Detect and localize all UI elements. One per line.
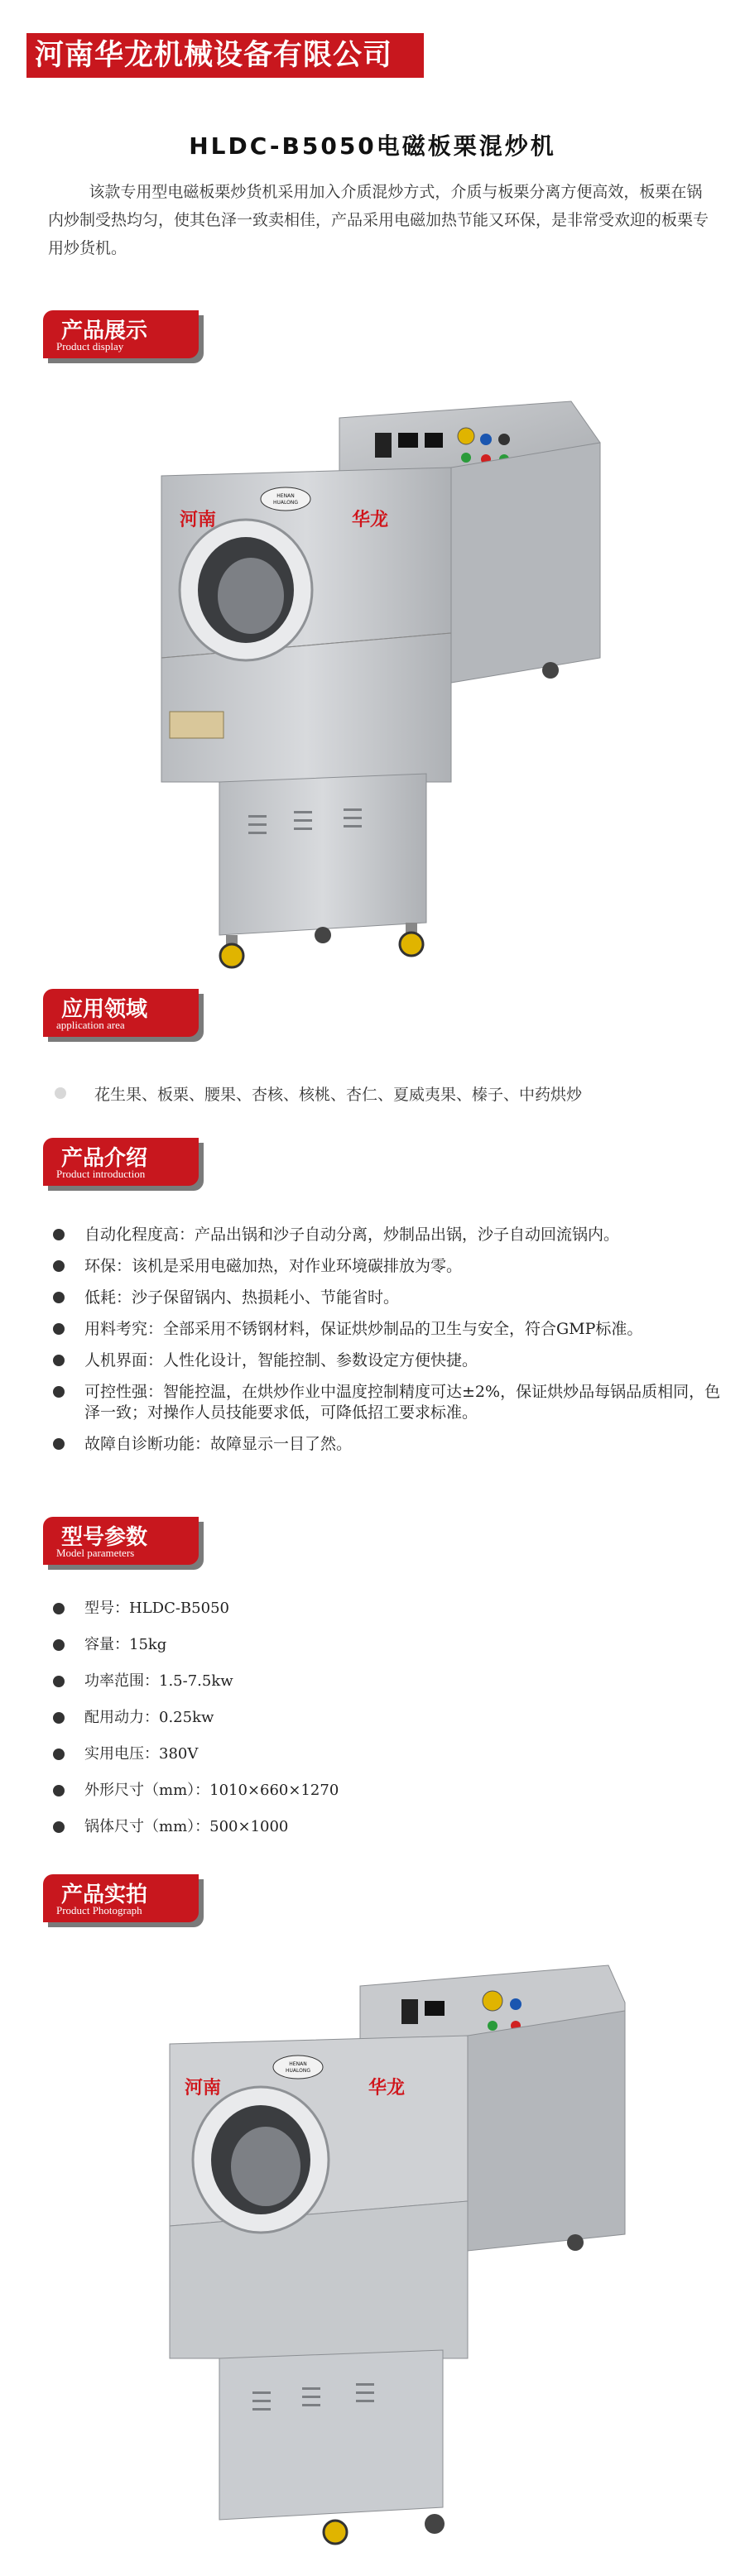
feature-text: 低耗：沙子保留锅内、热损耗小、节能省时。 — [84, 1288, 400, 1307]
list-item — [53, 1781, 550, 1817]
spec-text: 外形尺寸（mm）：1010×660×1270 — [84, 1782, 339, 1799]
list-bullet — [53, 1260, 65, 1272]
brand-left-text: 河南 — [180, 510, 217, 530]
spec-text: 锅体尺寸（mm）：500×1000 — [84, 1818, 289, 1835]
spec-text: 实用电压：380V — [84, 1745, 199, 1763]
list-bullet — [53, 1229, 65, 1240]
list-item — [53, 1225, 732, 1245]
list-bullet — [53, 1639, 65, 1651]
section-title-en: application area — [56, 1019, 125, 1031]
brand-right-text: 华龙 — [352, 510, 389, 530]
list-bullet — [53, 1355, 65, 1366]
spec-list — [53, 1599, 550, 1854]
spec-text: 容量：15kg — [84, 1636, 167, 1653]
list-item — [53, 1434, 732, 1455]
section-header-photograph — [43, 1874, 225, 1924]
feature-list — [53, 1225, 732, 1465]
feature-text: 用料考究：全部采用不锈钢材料，保证烘炒制品的卫生与安全，符合GMP标准。 — [84, 1320, 643, 1338]
brand-left-text: 河南 — [185, 2078, 222, 2099]
section-title-zh: 产品介绍 — [61, 1146, 148, 1171]
list-item — [53, 1350, 732, 1371]
spec-text: 配用动力：0.25kw — [84, 1709, 214, 1726]
list-item — [53, 1319, 732, 1340]
section-title-en: Model parameters — [56, 1547, 135, 1559]
section-title-zh: 型号参数 — [61, 1525, 148, 1550]
feature-text: 人机界面：人性化设计，智能控制、参数设定方便快捷。 — [84, 1351, 478, 1370]
badge-top-text: HENAN — [276, 493, 295, 499]
section-header-display — [43, 310, 225, 360]
section-title-en: Product introduction — [56, 1168, 146, 1180]
section-header-application — [43, 989, 225, 1039]
product-image-display — [153, 385, 617, 976]
list-bullet — [53, 1438, 65, 1450]
spec-text: 功率范围：1.5-7.5kw — [84, 1672, 233, 1690]
list-item — [53, 1599, 550, 1635]
list-bullet — [53, 1386, 65, 1398]
list-bullet — [53, 1676, 65, 1687]
section-title-en: Product display — [56, 340, 124, 353]
section-title-zh: 应用领域 — [61, 997, 148, 1022]
badge-bottom-text: HUALONG — [286, 2068, 310, 2074]
list-bullet — [53, 1712, 65, 1724]
list-bullet — [53, 1821, 65, 1833]
list-item — [53, 1672, 550, 1708]
list-bullet — [53, 1785, 65, 1796]
section-header-parameters — [43, 1517, 225, 1566]
list-bullet — [53, 1292, 65, 1303]
list-bullet — [53, 1603, 65, 1614]
page-title: HLDC-B5050电磁板栗混炒机 — [189, 132, 556, 160]
list-bullet — [53, 1323, 65, 1335]
brand-right-text: 华龙 — [368, 2078, 406, 2099]
badge-bottom-text: HUALONG — [273, 500, 298, 506]
feature-text: 自动化程度高：产品出锅和沙子自动分离，炒制品出锅，沙子自动回流锅内。 — [84, 1226, 620, 1244]
product-image-photograph — [161, 1953, 633, 2565]
list-item — [53, 1256, 732, 1277]
company-banner: 河南华龙机械设备有限公司 — [26, 33, 424, 78]
section-header-introduction — [43, 1138, 225, 1187]
list-item — [53, 1382, 732, 1423]
list-item — [53, 1635, 550, 1672]
section-title-en: Product Photograph — [56, 1904, 142, 1916]
list-item — [53, 1708, 550, 1744]
list-bullet — [55, 1087, 66, 1099]
list-bullet — [53, 1749, 65, 1760]
list-item — [53, 1744, 550, 1781]
list-item — [53, 1288, 732, 1308]
list-item — [53, 1817, 550, 1854]
spec-text: 型号：HLDC-B5050 — [84, 1600, 229, 1617]
feature-text: 环保：该机是采用电磁加热，对作业环境碳排放为零。 — [84, 1257, 463, 1275]
badge-top-text: HENAN — [289, 2061, 307, 2067]
feature-text: 可控性强：智能控温，在烘炒作业中温度控制精度可达±2%，保证烘炒品每锅品质相同，色泽一致；对操作人员技能要求低，可降低招工要求标准。 — [84, 1383, 721, 1422]
intro-paragraph: 该款专用型电磁板栗炒货机采用加入介质混炒方式，介质与板栗分离方便高效，板栗在锅内炒制受热均匀，使其色泽一致卖相佳，产品采用电磁加热节能又环保，是非常受欢迎的板栗专用炒货机。 — [48, 183, 709, 257]
section-title-zh: 产品实拍 — [61, 1883, 148, 1907]
section-title-zh: 产品展示 — [61, 319, 148, 343]
feature-text: 故障自诊断功能：故障显示一目了然。 — [84, 1435, 353, 1453]
application-text: 花生果、板栗、腰果、杏核、核桃、杏仁、夏威夷果、榛子、中药烘炒 — [94, 1086, 583, 1104]
